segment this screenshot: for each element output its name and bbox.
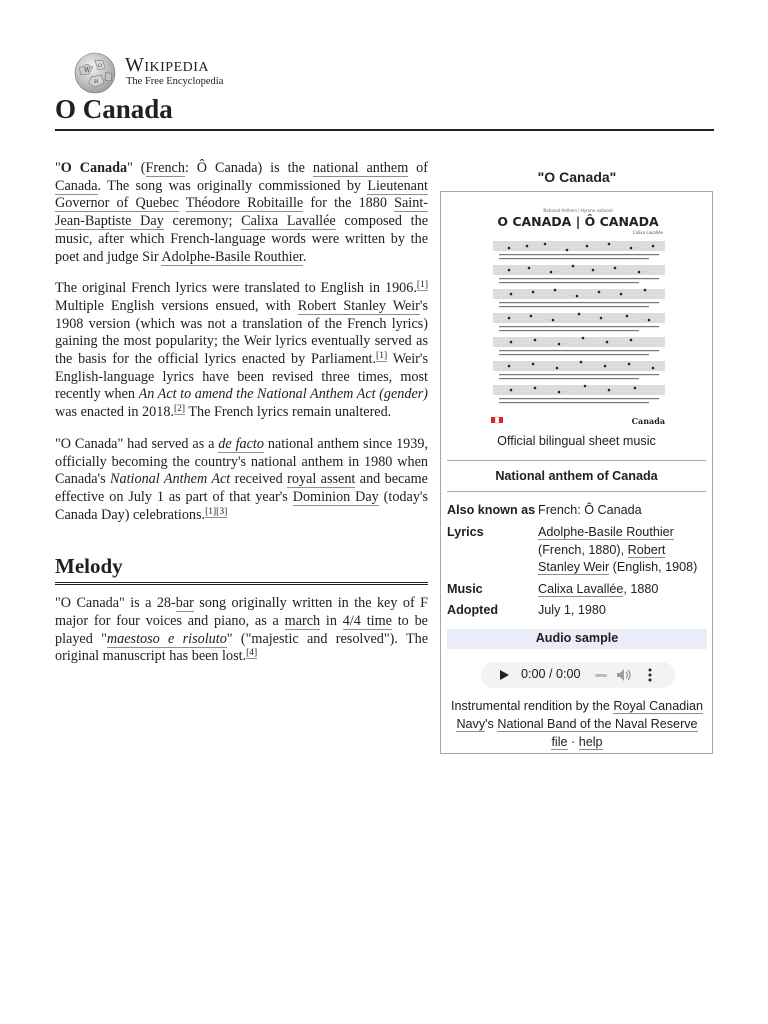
link-canada[interactable]: Canada [55, 177, 98, 194]
wordmark-tagline: The Free Encyclopedia [126, 76, 224, 87]
link-naval-band[interactable]: National Band of the Naval Reserve [497, 717, 698, 731]
svg-text:Ω: Ω [98, 63, 103, 69]
sheet-composer: Calixa Lavallée [632, 230, 663, 235]
text: received [230, 471, 288, 488]
link-de-facto[interactable]: de facto [218, 435, 264, 452]
italic-act-name: National Anthem Act [110, 471, 231, 488]
link-royal-canadian-navy[interactable]: Royal Canadian Navy [456, 699, 704, 731]
volume-icon[interactable] [616, 668, 632, 682]
svg-text:И: И [94, 79, 99, 85]
link-bar[interactable]: bar [175, 595, 194, 612]
text: " [55, 160, 61, 176]
text: of [408, 160, 428, 176]
play-icon[interactable] [500, 670, 509, 680]
text: " ("majestic and resolved"). The original manuscript has been lost. [55, 630, 429, 665]
text: "O Canada" is a 28- [55, 595, 176, 612]
row-label: Lyrics [447, 525, 484, 539]
page-title: O Canada [55, 93, 714, 131]
flag-icon [491, 417, 495, 423]
text: was enacted in 2018. [55, 404, 174, 421]
svg-text:W: W [84, 67, 91, 74]
text: national anthem since 1939, officially becoming the country's national anthem in 1980 when Canada's [55, 435, 428, 488]
flag-icon [499, 417, 503, 423]
text: Instrumental rendition by the [450, 699, 614, 713]
link-maestoso-e-risoluto[interactable]: maestoso e risoluto [106, 630, 227, 647]
text: (French, 1880), [538, 542, 628, 557]
link-file[interactable]: file [551, 735, 568, 749]
reference-link[interactable]: [4] [246, 648, 258, 659]
text: , 1880 [623, 582, 659, 596]
link-theodore-robitaille[interactable]: Théodore Robitaille [185, 195, 304, 212]
link-weir[interactable]: Robert Stanley Weir [538, 542, 666, 574]
text [179, 195, 186, 211]
text: to be played " [55, 613, 428, 647]
text: · [567, 735, 579, 749]
wikipedia-wordmark[interactable] [125, 54, 223, 88]
text: : Ô Canada) is the [184, 160, 313, 176]
divider [447, 491, 706, 492]
infobox-caption: "O Canada" [537, 169, 617, 185]
row-label: Music [447, 582, 483, 596]
paragraph-adoption [55, 436, 428, 525]
text: Weir's English-language lyrics have been revised three times, most recently when [55, 351, 428, 403]
sheet-title: O CANADA | Ô CANADA [497, 214, 659, 229]
italic-act-title: An Act to amend the National Anthem Act (gender) [138, 386, 429, 403]
infobox-subheader: National anthem of Canada [495, 469, 658, 483]
link-march[interactable]: march [284, 613, 321, 630]
paragraph-intro [55, 160, 428, 266]
link-help[interactable]: help [578, 735, 603, 749]
divider [447, 460, 706, 461]
text: . The song was originally commissioned by [97, 177, 368, 194]
row-label: Also known as [447, 503, 536, 517]
text: (English, 1908) [609, 560, 698, 574]
wordmark-text: Wikipedia [125, 54, 210, 76]
paragraph-melody [55, 595, 428, 666]
link-lavallee[interactable]: Calixa Lavallée [538, 582, 624, 596]
row-label: Adopted [447, 603, 499, 617]
text: The French lyrics remain unaltered. [185, 404, 392, 421]
text: . [302, 248, 307, 265]
section-heading-melody: Melody [55, 554, 428, 585]
text: "O Canada" had served as a [55, 435, 219, 452]
link-french[interactable]: French [145, 160, 185, 176]
row-value: French: Ô Canada [538, 503, 642, 517]
audio-player[interactable] [481, 662, 675, 688]
canada-wordmark: Canada [631, 416, 665, 426]
sheet-music-image[interactable] [489, 206, 667, 428]
link-routhier[interactable]: Adolphe-Basile Routhier [538, 525, 674, 539]
audio-sample-header: Audio sample [447, 629, 707, 649]
infobox [440, 191, 713, 754]
link-saint-jean-baptiste-day[interactable]: Saint-Jean-Baptiste Day [55, 195, 428, 230]
reference-link[interactable]: [1] [416, 280, 428, 291]
article-body [55, 160, 428, 680]
sheet-subtitle: National Anthem | Hymne national [543, 208, 613, 213]
text: for the 1880 [303, 195, 395, 212]
text: 's 1908 version (which was not a translation of the French lyrics) gaining the most popularity; the Weir lyrics eventually served as the basis for the official lyrics enacted by Parliament. [55, 297, 428, 368]
text: in [320, 613, 343, 630]
progress-bar[interactable] [595, 674, 607, 677]
row-value: July 1, 1980 [538, 603, 606, 617]
text: (today's Canada Day) celebrations. [55, 488, 428, 523]
reference-link[interactable]: [1][3] [205, 506, 228, 517]
reference-link[interactable]: [1] [376, 351, 388, 362]
link-national-anthem[interactable]: national anthem [312, 160, 409, 176]
link-adolphe-basile-routhier[interactable]: Adolphe-Basile Routhier [161, 248, 303, 265]
text: song originally written in the key of F major for four voices and piano, as a [55, 595, 428, 630]
link-lieutenant-governor[interactable]: Lieutenant Governor of Quebec [55, 177, 428, 212]
text: Multiple English versions ensued, with [55, 297, 298, 314]
link-robert-stanley-weir[interactable]: Robert Stanley Weir [297, 297, 420, 314]
text: ceremony; [163, 213, 242, 230]
link-royal-assent[interactable]: royal assent [287, 471, 356, 488]
row-value [538, 581, 708, 599]
player-time: 0:00 / 0:00 [521, 667, 581, 681]
more-options-icon[interactable] [648, 668, 652, 682]
wikipedia-globe-logo[interactable] [71, 50, 119, 94]
audio-caption [447, 697, 707, 751]
flag-icon [495, 417, 499, 423]
link-calixa-lavallee[interactable]: Calixa Lavallée [241, 213, 336, 230]
row-value [538, 524, 708, 577]
link-dominion-day[interactable]: Dominion Day [292, 488, 379, 505]
text: " ( [127, 160, 146, 176]
text: The original French lyrics were translated to English in 1906. [55, 280, 417, 297]
text: and became effective on July 1 as part of that year's [55, 471, 428, 505]
text: 's [485, 717, 498, 731]
text: composed the music, after which French-language words were written by the poet and judge Sir [55, 213, 428, 265]
paragraph-lyrics [55, 280, 428, 422]
bold-title: O Canada [60, 160, 128, 176]
image-caption: Official bilingual sheet music [497, 434, 656, 448]
reference-link[interactable]: [2] [173, 404, 186, 415]
link-4-4-time[interactable]: 4/4 time [342, 613, 392, 630]
